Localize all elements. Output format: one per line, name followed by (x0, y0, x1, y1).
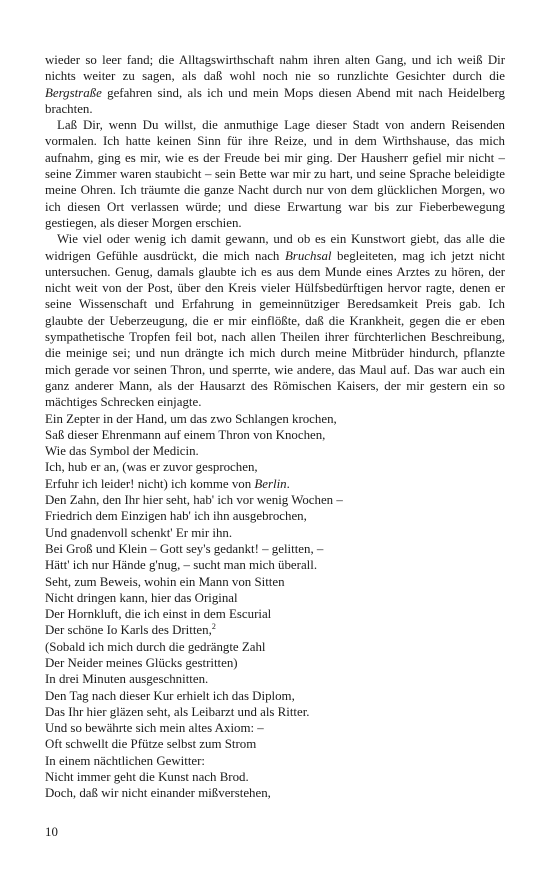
text-run: In drei Minuten ausgeschnitten. (45, 672, 209, 687)
page-number: 10 (45, 825, 58, 839)
text-run: Das Ihr hier gläzen seht, als Leibarzt und als Ritter. (45, 704, 310, 719)
paragraph (45, 231, 505, 410)
text-run: Und gnadenvoll schenkt' Er mir ihn. (45, 525, 233, 540)
verse-line (45, 459, 505, 475)
verse-section (45, 411, 505, 802)
text-run: Den Zahn, den Ihr hier seht, hab' ich vor wenig Wochen – (45, 493, 343, 508)
text-run: Nicht dringen kann, hier das Original (45, 590, 238, 605)
verse-line (45, 541, 505, 557)
text-run: Oft schwellt die Pfütze selbst zum Strom (45, 737, 257, 752)
text-run: gefahren sind, als ich und mein Mops diesen Abend mit nach Heidelberg brachten. (45, 85, 505, 116)
text-run: Der Hornkluft, die ich einst in dem Escurial (45, 607, 272, 622)
text-run: Hätt' ich nur Hände g'nug, – sucht man mich überall. (45, 558, 318, 573)
verse-line (45, 525, 505, 541)
verse-line (45, 639, 505, 655)
verse-line (45, 557, 505, 573)
text-run: Saß dieser Ehrenmann auf einem Thron von Knochen, (45, 427, 326, 442)
text-run: Der Neider meines Glücks gestritten) (45, 655, 238, 670)
verse-line (45, 671, 505, 687)
text-run: Laß Dir, wenn Du willst, die anmuthige Lage dieser Stadt von andern Reisenden vormalen. Ich hatte keinen Sinn für ihre Reize, und in dem Wirthshause, das mich aufnahm, ging es mir, wie es der Freude bei mir ging. Der Hausherr gefiel mir nicht – seine Zimmer waren staubicht – sein Bette war mir zu hart, und seine Sprache beleidigte meine Ohren. Ich träumte die ganze Nacht durch nur von dem glücklichen Morgen, wo ich diesen Ort verlassen würde; und diese Erwartung war bis zur Fieberbewegung gestiegen, als dieser Morgen erschien. (45, 118, 505, 230)
text-run: In einem nächtlichen Gewitter: (45, 753, 205, 768)
text-run: Bei Groß und Klein – Gott sey's gedankt! – gelitten, – (45, 541, 324, 556)
verse-line (45, 443, 505, 459)
footnote-marker: 2 (211, 622, 216, 632)
text-run: Ein Zepter in der Hand, um das zwo Schlangen krochen, (45, 411, 337, 426)
verse-line (45, 655, 505, 671)
text-run: Doch, daß wir nicht einander mißverstehen, (45, 786, 271, 801)
italic-text: Bruchsal (284, 248, 332, 263)
text-run: Friedrich dem Einzigen hab' ich ihn ausgebrochen, (45, 509, 307, 524)
italic-text: Bergstraße (45, 85, 102, 100)
prose-section (45, 52, 505, 411)
verse-line (45, 753, 505, 769)
paragraph (45, 117, 505, 231)
paragraph (45, 52, 505, 117)
verse-line (45, 574, 505, 590)
verse-line (45, 688, 505, 704)
verse-line (45, 785, 505, 801)
verse-line (45, 492, 505, 508)
verse-line (45, 427, 505, 443)
text-run: Wie das Symbol der Medicin. (45, 444, 199, 459)
verse-line (45, 720, 505, 736)
verse-line (45, 736, 505, 752)
verse-line (45, 606, 505, 622)
verse-line (45, 704, 505, 720)
text-run: . (286, 476, 290, 491)
text-run: wieder so leer fand; die Alltagswirthschaft nahm ihren alten Gang, und ich weiß Dir nichts weiter zu sagen, als daß wohl noch nie so runzlichte Gesichter durch die (45, 53, 505, 84)
italic-text: Berlin (254, 476, 287, 491)
text-run: (Sobald ich mich durch die gedrängte Zahl (45, 639, 266, 654)
text-run: Den Tag nach dieser Kur erhielt ich das Diplom, (45, 688, 295, 703)
book-page (45, 52, 505, 802)
text-run: Nicht immer geht die Kunst nach Brod. (45, 770, 249, 785)
text-run: Seht, zum Beweis, wohin ein Mann von Sitten (45, 574, 285, 589)
verse-line (45, 411, 505, 427)
text-run: Ich, hub er an, (was er zuvor gesprochen, (45, 460, 258, 475)
verse-line (45, 622, 505, 638)
verse-line (45, 590, 505, 606)
verse-line (45, 769, 505, 785)
text-run: Und so bewährte sich mein altes Axiom: – (45, 721, 264, 736)
verse-line (45, 508, 505, 524)
verse-line (45, 476, 505, 492)
text-run: Der schöne Io Karls des Dritten, (45, 623, 212, 638)
text-run: begleiteten, mag ich jetzt nicht untersuchen. Genug, damals glaubte ich es aus dem Munde eines Arztes zu hören, der nicht weit von der Post, über den Kreis vieler Hülfsbedürftigen hervor ragte, denen er seine Wissenschaft und Erfahrung in gemeinnütziger Beredsamkeit Preis gab. Ich glaubte der Ueberzeugung, die er mir einflößte, daß die Krankheit, gegen die er eben sympathetische Tropfen feil bot, nach allen Theilen ihrer fürchterlichen Beschreibung, die meinige sei; und nun drängte ich mich durch meine Mitbrüder hindurch, pflanzte mich gerade vor seinen Thron, und sperrte, wie andere, das Maul auf. Das war auch ein ganz anderer Mann, als der Hausarzt des Römischen Kaisers, der mir gestern ein so mächtiges Schrecken einjagte. (45, 248, 505, 410)
text-run: Wie viel oder wenig ich damit gewann, und ob es ein Kunstwort giebt, das alle die widrigen Gefühle ausdrückt, die mich nach (45, 232, 505, 263)
text-run: Erfuhr ich leider! nicht) ich komme von (45, 476, 255, 491)
